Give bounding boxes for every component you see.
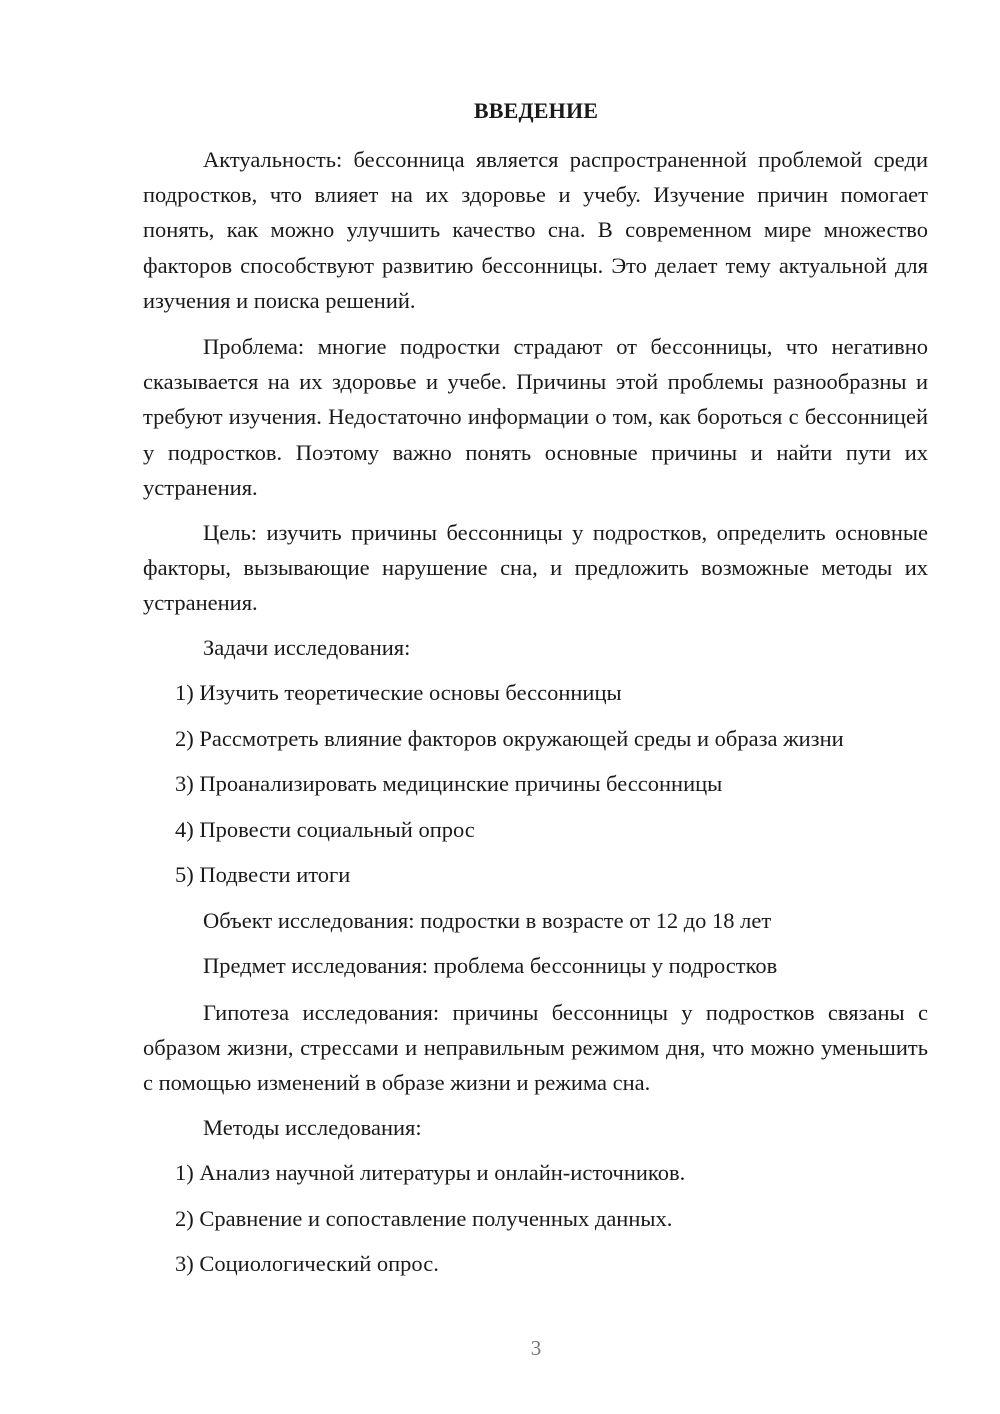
methods-heading: Методы исследования:: [203, 1115, 422, 1140]
tasks-heading: Задачи исследования:: [203, 635, 411, 660]
problem-paragraph: Проблема: многие подростки страдают от бессонницы, что негативно сказывается на их здоровье и учебе. Причины этой проблемы разнообразны и требуют изучения. Недостаточно информации о том, как бороться с бессонницей у подростков. Поэтому важно понять основные причины и найти пути их устранения.: [143, 334, 928, 500]
task-item: 4) Провести социальный опрос: [175, 817, 475, 842]
goal-paragraph: Цель: изучить причины бессонницы у подростков, определить основные факторы, вызывающие нарушение сна, и предложить возможные методы их устранения.: [143, 520, 928, 616]
hypothesis-paragraph: Гипотеза исследования: причины бессонницы у подростков связаны с образом жизни, стрессами и неправильным режимом дня, что можно уменьшить с помощью изменений в образе жизни и режима сна.: [143, 1000, 928, 1096]
task-item: 2) Рассмотреть влияние факторов окружающей среды и образа жизни: [175, 726, 844, 751]
research-subject: Предмет исследования: проблема бессонницы у подростков: [203, 953, 778, 978]
relevance-paragraph: Актуальность: бессонница является распространенной проблемой среди подростков, что влияет на их здоровье и учебу. Изучение причин помогает понять, как можно улучшить качество сна. В современном мире множество факторов способствуют развитию бессонницы. Это делает тему актуальной для изучения и поиска решений.: [143, 147, 928, 313]
task-item: 1) Изучить теоретические основы бессонницы: [175, 680, 622, 705]
method-item: 1) Анализ научной литературы и онлайн-источников.: [175, 1160, 686, 1185]
task-item: 5) Подвести итоги: [175, 862, 351, 887]
method-item: 3) Социологический опрос.: [175, 1251, 439, 1276]
page-number: 3: [530, 1336, 542, 1360]
method-item: 2) Сравнение и сопоставление полученных данных.: [175, 1206, 673, 1231]
research-object: Объект исследования: подростки в возрасте от 12 до 18 лет: [203, 908, 772, 933]
task-item: 3) Проанализировать медицинские причины бессонницы: [175, 771, 723, 796]
page-title: ВВЕДЕНИЕ: [473, 98, 599, 123]
